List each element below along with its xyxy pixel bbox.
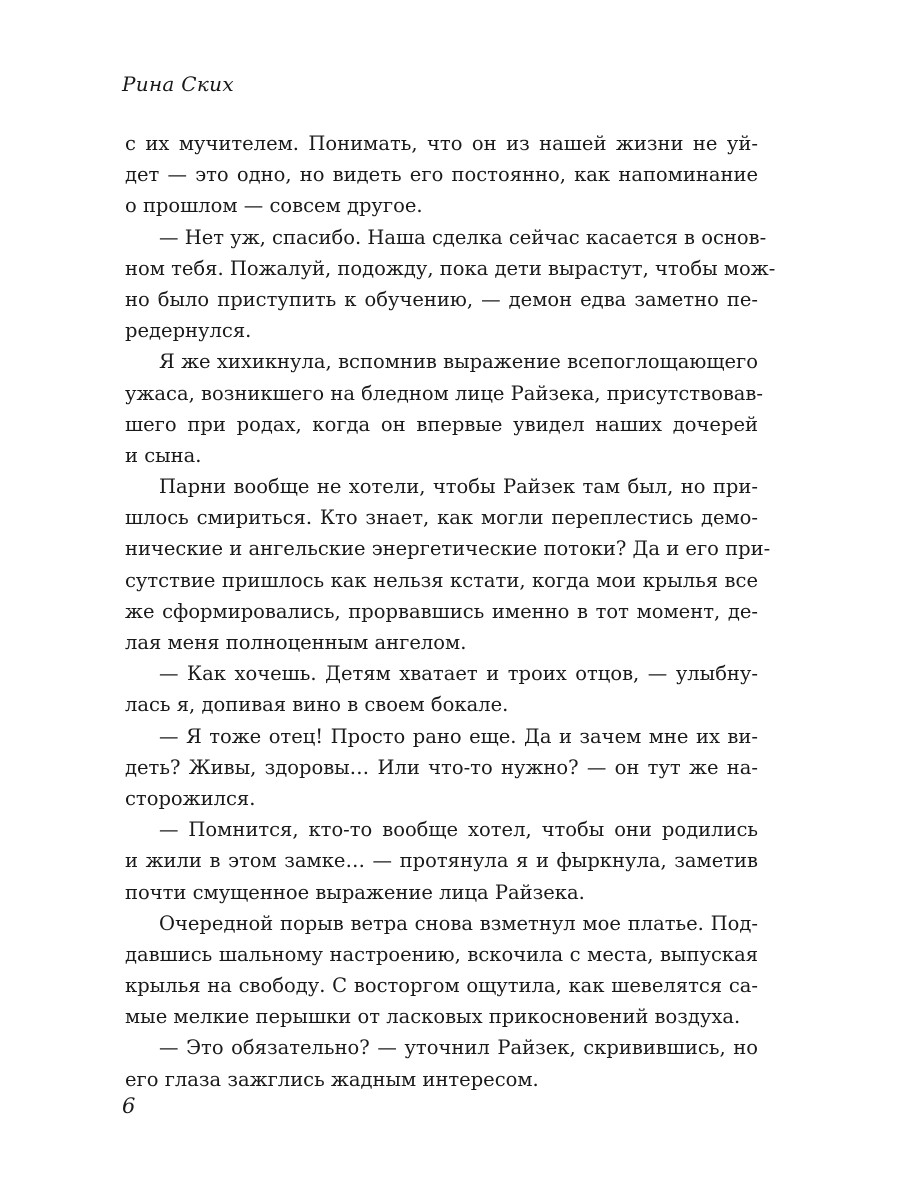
text-line: ном тебя. Пожалуй, подожду, пока дети вырастут, чтобы мож- <box>125 256 776 280</box>
text-line: и сына. <box>125 443 202 467</box>
text-line: лая меня полноценным ангелом. <box>125 631 467 654</box>
text-line: редернулся. <box>125 319 252 343</box>
text-line: — Я тоже отец! Просто рано еще. Да и зачем мне их ви- <box>159 724 758 748</box>
text-line: Парни вообще не хотели, чтобы Райзек там был, но при- <box>159 475 758 499</box>
running-header-author: Рина Ских <box>122 72 234 96</box>
text-line: и жили в этом замке… — протянула я и фыркнула, заметив <box>125 849 758 873</box>
text-line: сторожился. <box>125 786 256 810</box>
text-line: крылья на свободу. С восторгом ощутила, как шевелятся са- <box>125 974 758 998</box>
text-line: деть? Живы, здоровы… Или что-то нужно? — он тут же на- <box>125 755 758 779</box>
text-line: Очередной порыв ветра снова взметнул мое платье. Под- <box>159 911 758 935</box>
text-line: лась я, допивая вино в своем бокале. <box>125 693 509 717</box>
text-line: дет — это одно, но видеть его постоянно, как напоминание <box>125 163 758 187</box>
text-line: — Помнится, кто-то вообще хотел, чтобы они родились <box>159 818 758 842</box>
text-line: но было приступить к обучению, — демон едва заметно пе- <box>125 287 758 311</box>
text-line: Я же хихикнула, вспомнив выражение всепоглощающего <box>159 350 758 374</box>
text-line: ужаса, возникшего на бледном лице Райзека, присутствовав- <box>125 381 763 405</box>
text-line: давшись шальному настроению, вскочила с места, выпуская <box>125 942 758 966</box>
text-line: почти смущенное выражение лица Райзека. <box>125 880 585 904</box>
text-line: — Как хочешь. Детям хватает и троих отцов, — улыбну- <box>159 662 758 686</box>
text-line: нические и ангельские энергетические потоки? Да и его при- <box>125 537 771 561</box>
text-line: же сформировались, прорвавшись именно в тот момент, де- <box>125 599 758 623</box>
text-line: — Это обязательно? — уточнил Райзек, скривившись, но <box>159 1036 758 1060</box>
text-line: сутствие пришлось как нельзя кстати, когда мои крылья все <box>125 568 758 592</box>
page-number: 6 <box>122 1094 136 1118</box>
text-line: — Нет уж, спасибо. Наша сделка сейчас касается в основ- <box>159 225 767 249</box>
text-line: с их мучителем. Понимать, что он из нашей жизни не уй- <box>125 132 758 155</box>
text-line: шлось смириться. Кто знает, как могли переплестись демо- <box>125 506 758 530</box>
text-line: шего при родах, когда он впервые увидел наших дочерей <box>125 412 758 436</box>
page-body-text <box>125 128 776 1095</box>
text-line: мые мелкие перышки от ласковых прикосновений воздуха. <box>125 1005 741 1029</box>
text-line: о прошлом — совсем другое. <box>125 194 423 218</box>
text-line: его глаза зажглись жадным интересом. <box>125 1067 539 1091</box>
